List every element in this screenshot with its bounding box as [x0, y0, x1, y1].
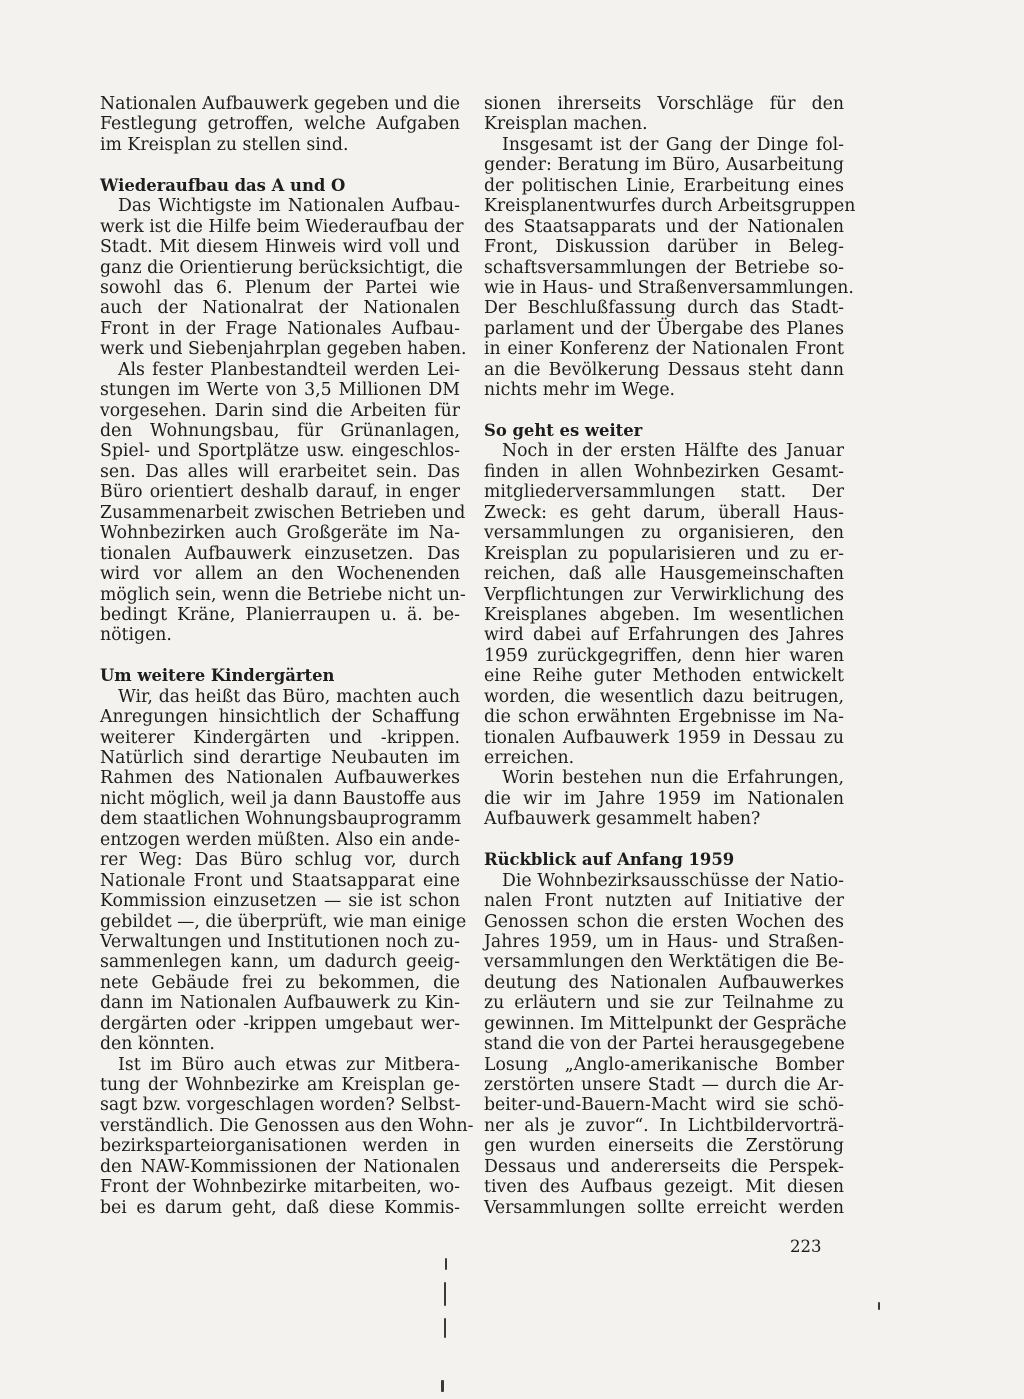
text-line: Insgesamt ist der Gang der Dinge fol- [502, 134, 844, 155]
paragraph-gap [484, 401, 844, 421]
text-line: finden in allen Wohnbezirken Gesamt- [484, 461, 844, 482]
text-line: Genossen schon die ersten Wochen des [484, 911, 844, 932]
text-line: Aufbauwerk gesammelt haben? [484, 809, 761, 830]
text-line: Als fester Planbestandteil werden Lei- [118, 359, 460, 380]
text-line: wird dabei auf Erfahrungen des Jahres [484, 625, 844, 646]
text-line: sowohl das 6. Plenum der Partei wie [100, 277, 460, 298]
text-line: sionen ihrerseits Vorschläge für den [484, 94, 844, 114]
text-line: rer Weg: Das Büro schlug vor, durch [100, 850, 460, 871]
text-line: zu erläutern und sie zur Teilnahme zu [484, 993, 844, 1014]
text-line: weiterer Kindergärten und -krippen. [100, 727, 460, 748]
text-line: möglich sein, wenn die Betriebe nicht un- [100, 584, 466, 605]
text-line: werk und Siebenjahrplan gegeben haben. [100, 339, 467, 360]
text-line: Zweck: es geht darum, überall Haus- [484, 502, 844, 523]
page-number: 223 [790, 1237, 822, 1256]
text-line: nichts mehr im Wege. [484, 380, 676, 401]
text-line: Zusammenarbeit zwischen Betrieben und [100, 502, 466, 523]
text-line: Kreisplanes abgeben. Im wesentlichen [484, 604, 844, 625]
text-line: verständlich. Die Genossen aus den Wohn- [100, 1115, 474, 1136]
text-line: Wir, das heißt das Büro, machten auch [118, 686, 460, 707]
text-line: Front der Wohnbezirke mitarbeiten, wo- [100, 1177, 460, 1198]
text-line: Dessaus und andererseits die Perspek- [484, 1156, 844, 1177]
text-line: Jahres 1959, um in Haus- und Straßen- [484, 931, 844, 952]
text-line: Kreisplan machen. [484, 114, 648, 135]
text-line: sammenlegen kann, um dadurch geeig- [100, 952, 460, 973]
scan-mark [444, 1282, 446, 1306]
text-line: worden, die wesentlich dazu beitrugen, [484, 686, 844, 707]
paragraph-gap [484, 830, 844, 850]
text-line: Front in der Frage Nationales Aufbau- [100, 318, 460, 339]
text-line: gebildet —, die überprüft, wie man einige [100, 911, 467, 932]
text-line: an die Bevölkerung Dessaus steht dann [484, 359, 844, 380]
text-line: reichen, daß alle Hausgemeinschaften [484, 564, 844, 585]
text-line: den Wohnungsbau, für Grünanlagen, [100, 421, 460, 441]
text-line: ganz die Orientierung berücksichtigt, die [100, 257, 463, 278]
text-line: gen wurden einerseits die Zerstörung [484, 1136, 844, 1157]
text-line: nötigen. [100, 625, 172, 646]
text-line: Ist im Büro auch etwas zur Mitbera- [118, 1054, 460, 1075]
text-line: dann im Nationalen Aufbauwerk zu Kin- [100, 993, 460, 1014]
text-line: Anregungen hinsichtlich der Schaffung [100, 707, 460, 728]
text-line: erreichen. [484, 748, 575, 768]
text-line: wird vor allem an den Wochenenden [100, 564, 460, 585]
text-line: Der Beschlußfassung durch das Stadt- [484, 298, 844, 319]
text-line: dem staatlichen Wohnungsbauprogramm [100, 809, 462, 830]
right-text-column [484, 94, 856, 1218]
text-line: eine Reihe guter Methoden entwickelt [484, 666, 844, 687]
text-line: der politischen Linie, Erarbeitung eines [484, 175, 844, 196]
text-line: Rahmen des Nationalen Aufbauwerkes [100, 768, 460, 789]
text-line: wie in Haus- und Straßenversammlungen. [484, 277, 854, 298]
text-line: Nationale Front und Staatsapparat eine [100, 870, 460, 891]
text-line: Wohnbezirken auch Großgeräte im Na- [100, 523, 460, 544]
text-line: Nationalen Aufbauwerk gegeben und die [100, 94, 460, 114]
text-line: die wir im Jahre 1959 im Nationalen [484, 788, 844, 809]
text-line: Verpflichtungen zur Verwirklichung des [484, 584, 844, 605]
text-line: vorgesehen. Darin sind die Arbeiten für [100, 400, 460, 421]
text-line: Spiel- und Sportplätze usw. eingeschlos- [100, 441, 460, 462]
text-line: tionalen Aufbauwerk einzusetzen. Das [100, 543, 460, 564]
text-line: Kreisplan zu popularisieren und zu er- [484, 543, 844, 564]
text-line: ner als je zuvor“. In Lichtbildervorträ- [484, 1115, 844, 1136]
text-line: die schon erwähnten Ergebnisse im Na- [484, 707, 844, 728]
text-line: sagt bzw. vorgeschlagen worden? Selbst- [100, 1095, 461, 1116]
text-line: Worin bestehen nun die Erfahrungen, [502, 768, 844, 789]
section-heading: Rückblick auf Anfang 1959 [484, 850, 735, 870]
text-line: Front, Diskussion darüber in Beleg- [484, 237, 844, 258]
text-line: stungen im Werte von 3,5 Millionen DM [100, 380, 460, 401]
section-heading: So geht es weiter [484, 421, 643, 440]
scan-mark [444, 1318, 446, 1338]
text-line: im Kreisplan zu stellen sind. [100, 134, 349, 155]
text-line: versammlungen den Werktätigen die Be- [484, 952, 844, 973]
text-line: gewinnen. Im Mittelpunkt der Gespräche [484, 1013, 847, 1034]
text-line: tionalen Aufbauwerk 1959 in Dessau zu [484, 727, 844, 748]
text-line: schaftsversammlungen der Betriebe so- [484, 257, 844, 278]
text-line: bedingt Kräne, Planierraupen u. ä. be- [100, 604, 460, 625]
text-line: Das Wichtigste im Nationalen Aufbau- [118, 196, 460, 217]
text-line: Verwaltungen und Institutionen noch zu- [100, 931, 460, 952]
text-line: tiven des Aufbaus gezeigt. Mit diesen [484, 1177, 844, 1198]
text-line: sen. Das alles will erarbeitet sein. Das [100, 461, 460, 482]
text-line: des Staatsapparats und der Nationalen [484, 216, 844, 237]
text-line: stand die von der Partei herausgegebene [484, 1034, 845, 1055]
text-line: auch der Nationalrat der Nationalen [100, 298, 460, 319]
text-line: bei es darum geht, daß diese Kommis- [100, 1197, 460, 1218]
scan-mark [441, 1380, 444, 1392]
text-line: Festlegung getroffen, welche Aufgaben [100, 114, 460, 135]
text-line: Stadt. Mit diesem Hinweis wird voll und [100, 237, 460, 258]
text-line: bezirksparteiorganisationen werden in [100, 1136, 460, 1157]
text-line: den NAW-Kommissionen der Nationalen [100, 1156, 460, 1177]
text-line: beiter-und-Bauern-Macht wird sie schö- [484, 1095, 844, 1116]
text-line: gender: Beratung im Büro, Ausarbeitung [484, 155, 844, 176]
text-line: Büro orientiert deshalb darauf, in enger [100, 482, 460, 503]
text-line: mitgliederversammlungen statt. Der [484, 482, 844, 503]
scan-mark [878, 1302, 880, 1310]
text-line: Noch in der ersten Hälfte des Januar [502, 441, 844, 462]
text-line: versammlungen zu organisieren, den [484, 523, 844, 544]
text-line: nicht möglich, weil ja dann Baustoffe aus [100, 788, 462, 809]
text-line: nete Gebäude frei zu bekommen, die [100, 972, 460, 993]
text-line: in einer Konferenz der Nationalen Front [484, 339, 844, 360]
section-heading: Wiederaufbau das A und O [100, 175, 346, 195]
text-line: werk ist die Hilfe beim Wiederaufbau der [100, 216, 464, 237]
text-line: Kommission einzusetzen — sie ist schon [100, 891, 460, 912]
text-line: Losung „Anglo-amerikanische Bomber [484, 1054, 844, 1075]
text-line: zerstörten unsere Stadt — durch die Ar- [484, 1075, 844, 1095]
text-line: nalen Front nutzten auf Initiative der [484, 891, 844, 912]
text-line: Die Wohnbezirksausschüsse der Natio- [502, 870, 844, 891]
text-line: Kreisplanentwurfes durch Arbeitsgruppen [484, 196, 856, 217]
text-line: tung der Wohnbezirke am Kreisplan ge- [100, 1075, 460, 1095]
paragraph-gap [100, 155, 460, 175]
section-heading: Um weitere Kindergärten [100, 666, 335, 686]
text-line: den könnten. [100, 1034, 215, 1055]
text-line: 1959 zurückgegriffen, denn hier waren [484, 645, 844, 666]
text-line: dergärten oder -krippen umgebaut wer- [100, 1013, 460, 1034]
text-line: entzogen werden müßten. Also ein ande- [100, 829, 460, 850]
text-line: Versammlungen sollte erreicht werden [484, 1197, 844, 1218]
left-text-column [100, 94, 474, 1218]
scan-mark [445, 1258, 447, 1270]
paragraph-gap [100, 646, 460, 666]
text-line: deutung des Nationalen Aufbauwerkes [484, 972, 844, 993]
text-line: parlament und der Übergabe des Planes [484, 318, 844, 339]
text-line: Natürlich sind derartige Neubauten im [100, 748, 460, 768]
